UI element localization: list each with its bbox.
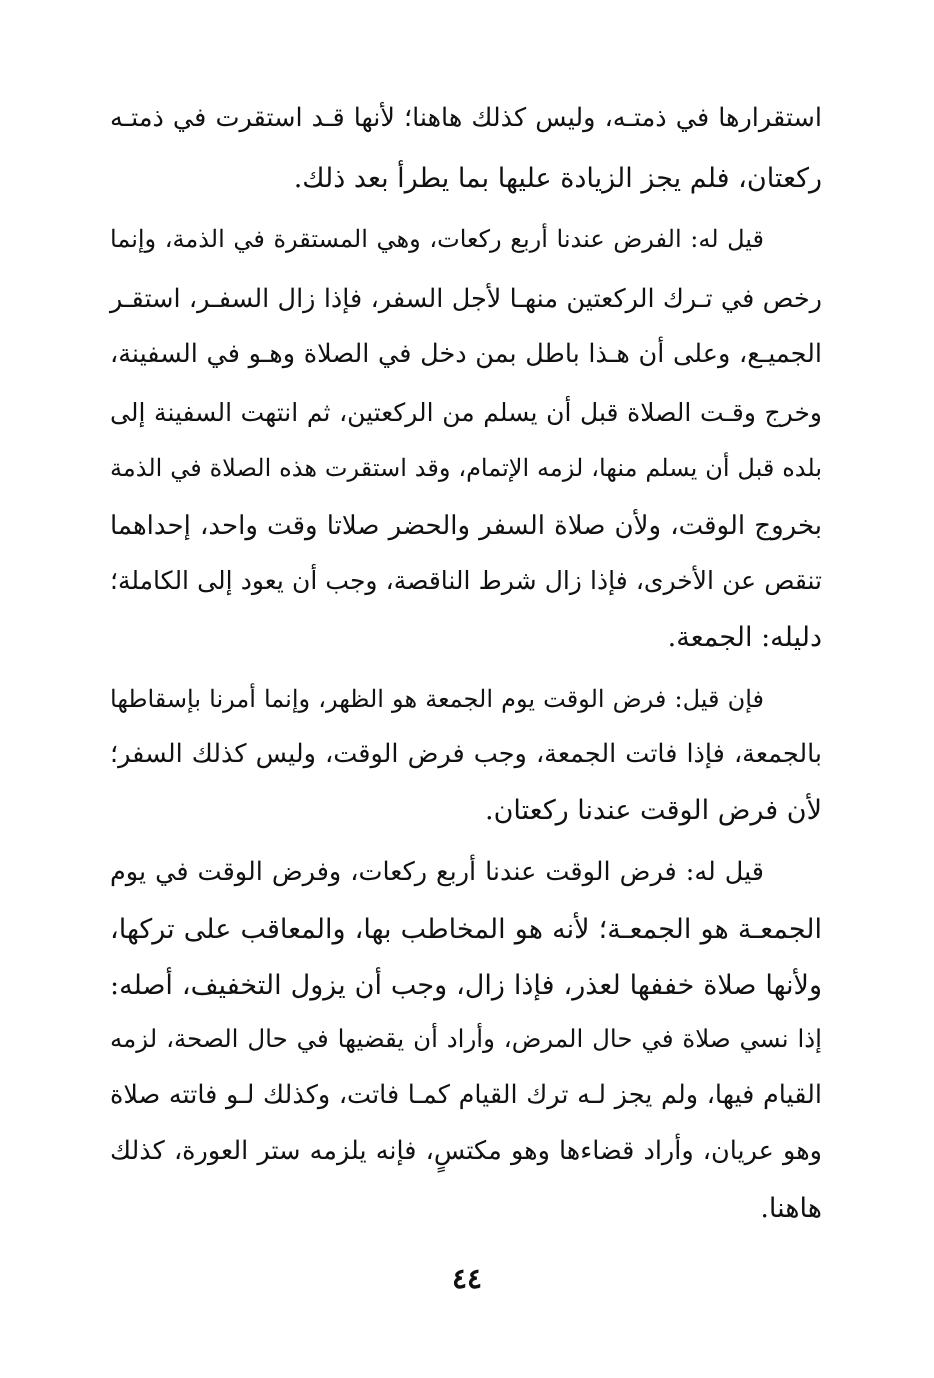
- text-line: ركعتان، فلم يجز الزيادة عليها بما يطرأ بعد ذلك.: [293, 163, 822, 194]
- text-line: قيل له: فرض الوقت عندنا أربع ركعات، وفرض الوقت في يوم: [110, 857, 764, 887]
- text-line: بالجمعة، فإذا فاتت الجمعة، وجب فرض الوقت، وليس كذلك السفر؛: [110, 739, 822, 769]
- text-line: القيام فيها، ولم يجز لـه ترك القيام كمـا فاتت، وكذلك لـو فاتته صلاة: [110, 1080, 822, 1110]
- text-line: هاهنا.: [760, 1193, 822, 1224]
- page-number: ٤٤: [451, 1262, 483, 1295]
- text-line: الجمعـة هو الجمعـة؛ لأنه هو المخاطب بها، والمعاقب على تركها،: [110, 914, 822, 945]
- body-text: [110, 0, 822, 1378]
- text-line: قيل له: الفرض عندنا أربع ركعات، وهي المستقرة في الذمة، وإنما: [110, 225, 764, 253]
- text-line: وخرج وقـت الصلاة قبل أن يسلم من الركعتين، ثم انتهت السفينة إلى: [110, 398, 822, 427]
- text-line: رخص في تـرك الركعتين منهـا لأجل السفر، فإذا زال السفـر، استقـر: [110, 284, 822, 314]
- text-line: الجميـع، وعلى أن هـذا باطل بمن دخل في الصلاة وهـو في السفينة،: [110, 339, 822, 369]
- text-line: وهو عريان، وأراد قضاءها وهو مكتسٍ، فإنه يلزمه ستر العورة، كذلك: [110, 1136, 822, 1166]
- text-line: دليله: الجمعة.: [667, 622, 822, 653]
- text-line: فإن قيل: فرض الوقت يوم الجمعة هو الظهر، وإنما أمرنا بإسقاطها: [110, 685, 764, 713]
- text-line: استقرارها في ذمتـه، وليس كذلك هاهنا؛ لأنها قـد استقرت في ذمتـه: [110, 103, 822, 133]
- text-line: تنقص عن الأخرى، فإذا زال شرط الناقصة، وجب أن يعود إلى الكاملة؛: [110, 566, 822, 595]
- text-line: ولأنها صلاة خففها لعذر، فإذا زال، وجب أن يزول التخفيف، أصله:: [110, 970, 822, 1001]
- text-line: لأن فرض الوقت عندنا ركعتان.: [485, 795, 822, 826]
- text-line: بخروج الوقت، ولأن صلاة السفر والحضر صلاتا وقت واحد، إحداهما: [110, 511, 822, 541]
- text-line: بلده قبل أن يسلم منها، لزمه الإتمام، وقد استقرت هذه الصلاة في الذمة: [110, 454, 822, 482]
- text-line: إذا نسي صلاة في حال المرض، وأراد أن يقضيها في حال الصحة، لزمه: [110, 1024, 822, 1053]
